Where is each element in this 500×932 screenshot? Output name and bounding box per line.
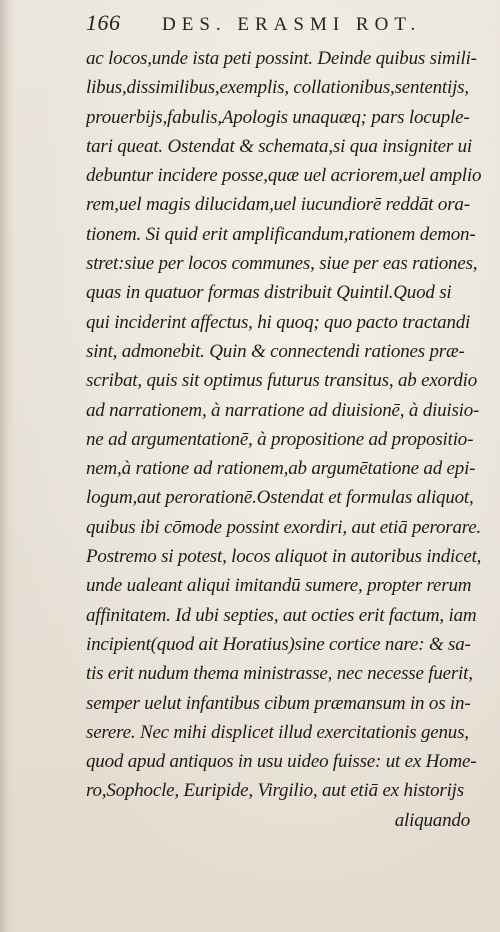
text-line: libus,dissimilibus,exemplis, collationibus,sententijs,: [86, 77, 469, 99]
text-line: quod apud antiquos in usu uideo fuisse: ut ex Home-: [86, 751, 477, 773]
text-line: affinitatem. Id ubi septies, aut octies erit factum, iam: [86, 604, 477, 626]
body-text: [86, 44, 486, 835]
text-line: prouerbijs,fabulis,Apologis unaquæq; pars locuple-: [86, 106, 470, 128]
text-line: ne ad argumentationē, à propositione ad propositio-: [86, 428, 474, 450]
text-line: ad narrationem, à narratione ad diuisionē, à diuisio-: [86, 399, 480, 421]
text-line: tionem. Si quid erit amplificandum,rationem demon-: [86, 223, 476, 245]
text-line: unde ualeant aliqui imitandū sumere, propter rerum: [86, 575, 472, 597]
text-line: logum,aut perorationē.Ostendat et formulas aliquot,: [86, 487, 474, 509]
text-line: tis erit nudum thema ministrasse, nec necesse fuerit,: [86, 663, 473, 685]
text-line: sint, admonebit. Quin & connectendi rationes præ-: [86, 340, 465, 362]
page-gutter-shadow: [0, 0, 14, 932]
page-header: [86, 10, 486, 44]
page-number: 166: [86, 10, 121, 35]
text-line: tari queat. Ostendat & schemata,si qua insigniter ui: [86, 135, 472, 157]
text-line: ro,Sophocle, Euripide, Virgilio, aut etiā ex historijs: [86, 780, 464, 802]
catchword: aliquando: [394, 809, 470, 831]
text-line: semper uelut infantibus cibum præmansum in os in-: [86, 692, 471, 714]
text-line: rem,uel magis dilucidam,uel iucundiorē reddāt ora-: [86, 194, 470, 216]
text-line: nem,à ratione ad rationem,ab argumētatione ad epi-: [86, 458, 476, 480]
text-line: Postremo si potest, locos aliquot in autoribus indicet,: [86, 546, 482, 568]
text-line: serere. Nec mihi displicet illud exercitationis genus,: [86, 721, 469, 743]
text-line: stret:siue per locos communes, siue per eas rationes,: [86, 253, 478, 275]
text-line: quibus ibi cōmode possint exordiri, aut etiā perorare.: [86, 516, 482, 538]
text-line: incipient(quod ait Horatius)sine cortice nare: & sa-: [86, 633, 471, 655]
text-line: qui inciderint affectus, hi quoq; quo pacto tractandi: [86, 311, 471, 333]
running-head: DES. ERASMI ROT.: [162, 14, 422, 35]
text-line: quas in quatuor formas distribuit Quintil.Quod si: [86, 282, 452, 304]
text-line: ac locos,unde ista peti possint. Deinde quibus simili-: [86, 48, 477, 69]
text-line: scribat, quis sit optimus futurus transitus, ab exordio: [86, 370, 478, 392]
text-line: debuntur incidere posse,quæ uel acriorem,uel amplio: [86, 165, 482, 187]
